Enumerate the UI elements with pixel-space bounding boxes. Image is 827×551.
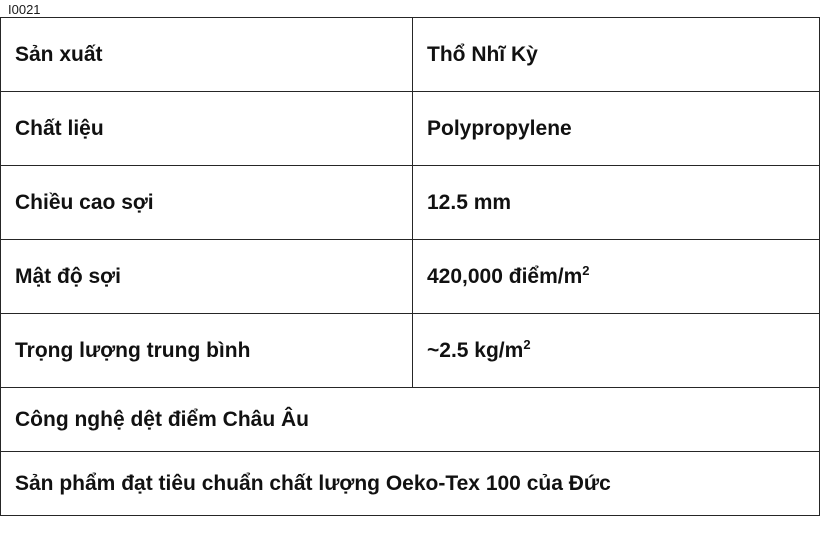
spec-value-text: Thổ Nhĩ Kỳ xyxy=(427,42,538,66)
table-row xyxy=(1,166,820,240)
table-row-full-width xyxy=(1,388,820,452)
spec-value-superscript: 2 xyxy=(523,336,531,352)
table-row xyxy=(1,92,820,166)
table-row xyxy=(1,18,820,92)
table-row-full-width xyxy=(1,452,820,516)
spec-value-cell xyxy=(413,18,820,92)
spec-note-cell: Sản phẩm đạt tiêu chuẩn chất lượng Oeko-Tex 100 của Đức xyxy=(1,452,820,516)
spec-value-superscript: 2 xyxy=(582,262,590,278)
spec-value-cell xyxy=(413,314,820,388)
table-row xyxy=(1,314,820,388)
spec-value-text: Polypropylene xyxy=(427,116,572,140)
spec-value-text: 12.5 mm xyxy=(427,190,512,214)
table-body xyxy=(1,18,820,516)
spec-note-cell: Công nghệ dệt điểm Châu Âu xyxy=(1,388,820,452)
spec-label-cell: Chiều cao sợi xyxy=(1,166,413,240)
spec-value-text: ~2.5 kg/m xyxy=(427,338,524,362)
table-row xyxy=(1,240,820,314)
spec-value-cell xyxy=(413,92,820,166)
image-id-label: I0021 xyxy=(8,2,41,17)
product-specification-table xyxy=(0,17,820,516)
spec-value-cell xyxy=(413,166,820,240)
spec-label-cell: Trọng lượng trung bình xyxy=(1,314,413,388)
spec-label-cell: Mật độ sợi xyxy=(1,240,413,314)
spec-value-text: 420,000 điểm/m xyxy=(427,264,583,288)
spec-label-cell: Chất liệu xyxy=(1,92,413,166)
spec-label-cell: Sản xuất xyxy=(1,18,413,92)
spec-value-cell xyxy=(413,240,820,314)
